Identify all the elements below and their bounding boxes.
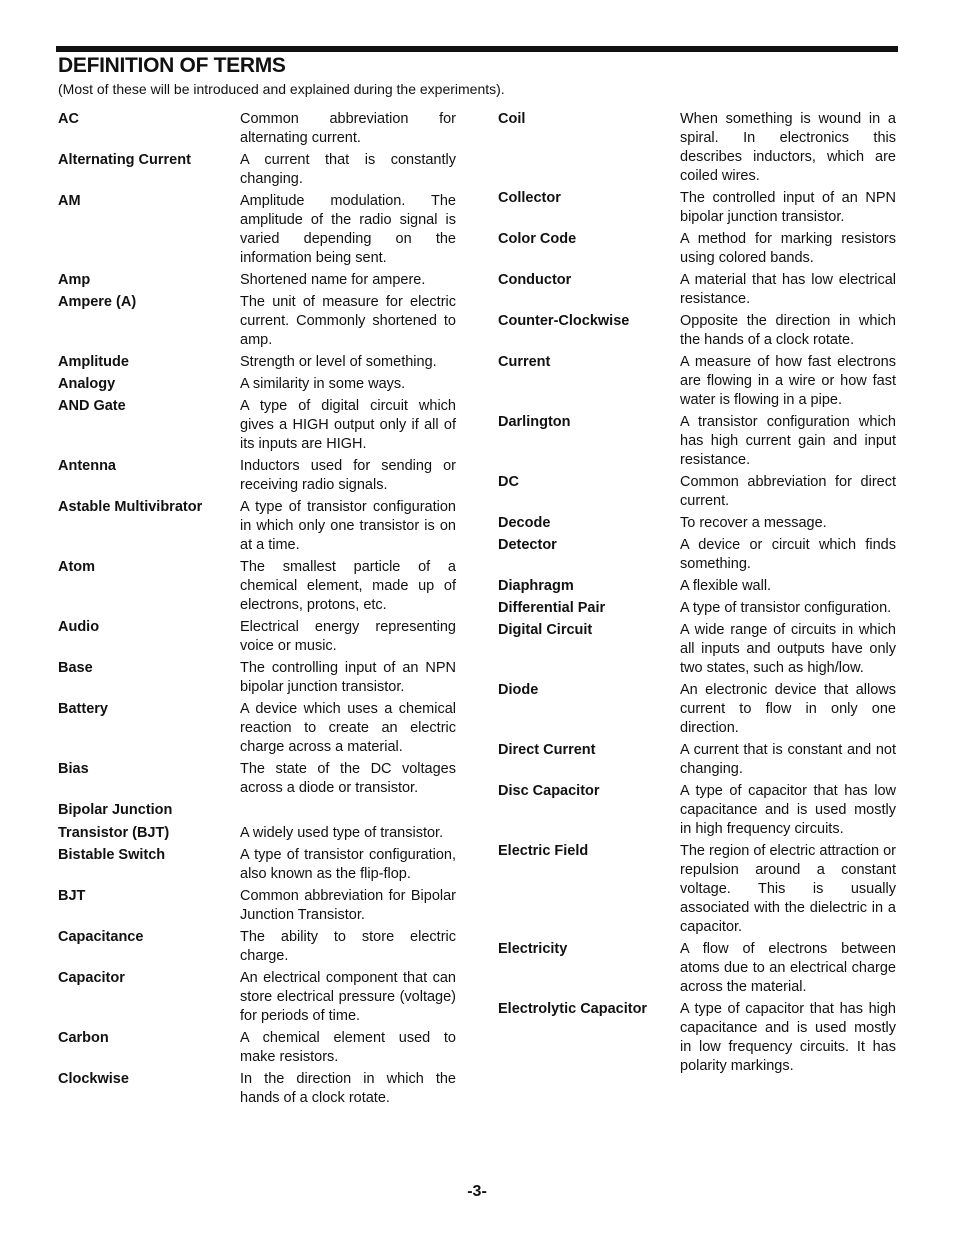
glossary-definition: A type of capacitor that has high capacitance and is used mostly in low frequency circuits. It has polarity markings.	[680, 1001, 896, 1074]
glossary-term: Electrolytic Capacitor	[498, 1001, 648, 1017]
glossary-definition: A wide range of circuits in which all inputs and outputs have only two states, such as high/low.	[680, 622, 896, 676]
glossary-term: BJT	[58, 888, 86, 904]
glossary-entry	[498, 599, 898, 618]
glossary-term: Base	[58, 660, 93, 676]
glossary-definition: A chemical element used to make resistors.	[240, 1030, 456, 1065]
glossary-term: Alternating Current	[58, 152, 191, 168]
glossary-definition: Amplitude modulation. The amplitude of the radio signal is varied depending on the information being sent.	[240, 193, 456, 266]
glossary-definition: The controlled input of an NPN bipolar junction transistor.	[680, 190, 896, 225]
glossary-term: Capacitor	[58, 970, 125, 986]
glossary-term: Conductor	[498, 272, 572, 288]
glossary-entry	[58, 887, 458, 925]
glossary-term: Current	[498, 354, 551, 370]
glossary-entry	[498, 741, 898, 779]
glossary-entry	[498, 271, 898, 309]
glossary-entry	[58, 498, 458, 555]
glossary-term: Battery	[58, 701, 108, 717]
glossary-entry	[58, 293, 458, 350]
glossary-definition: A similarity in some ways.	[240, 376, 406, 392]
glossary-entry	[498, 1000, 898, 1076]
glossary-entry	[498, 842, 898, 937]
glossary-term: Antenna	[58, 458, 116, 474]
glossary-definition: A type of transistor configuration in which only one transistor is on at a time.	[240, 499, 456, 553]
glossary-definition: Shortened name for ampere.	[240, 272, 426, 288]
glossary-term: Electric Field	[498, 843, 589, 859]
glossary-term: AC	[58, 111, 79, 127]
glossary-term: Analogy	[58, 376, 116, 392]
glossary-entry	[58, 760, 458, 798]
glossary-definition: The unit of measure for electric current. Commonly shortened to amp.	[240, 294, 456, 348]
glossary-definition: A current that is constant and not changing.	[680, 742, 896, 777]
glossary-entry	[58, 1070, 458, 1108]
glossary-term: Audio	[58, 619, 100, 635]
glossary-definition: A material that has low electrical resistance.	[680, 272, 896, 307]
glossary-definition: An electrical component that can store electrical pressure (voltage) for periods of time.	[240, 970, 456, 1024]
glossary-entry	[58, 928, 458, 966]
glossary-term: Direct Current	[498, 742, 596, 758]
glossary-term: Ampere (A)	[58, 294, 137, 310]
glossary-entry	[58, 192, 458, 268]
glossary-term: Decode	[498, 515, 551, 531]
glossary-definition: A transistor configuration which has high current gain and input resistance.	[680, 414, 896, 468]
glossary-definition: The controlling input of an NPN bipolar junction transistor.	[240, 660, 456, 695]
glossary-definition: An electronic device that allows current to flow in only one direction.	[680, 682, 896, 736]
glossary-entry	[498, 681, 898, 738]
glossary-definition: The ability to store electric charge.	[240, 929, 456, 964]
glossary-term: Diaphragm	[498, 578, 574, 594]
glossary-definition: Common abbreviation for alternating current.	[240, 111, 456, 146]
glossary-entry	[498, 413, 898, 470]
glossary-entry	[498, 312, 898, 350]
glossary-definition: In the direction in which the hands of a clock rotate.	[240, 1071, 456, 1106]
glossary-definition: Common abbreviation for Bipolar Junction Transistor.	[240, 888, 456, 923]
glossary-definition: The region of electric attraction or repulsion around a constant voltage. This is usually associated with the dielectric in a capacitor.	[680, 843, 896, 935]
glossary-entry	[498, 473, 898, 511]
glossary-definition: When something is wound in a spiral. In electronics this describes inductors, which are coiled wires.	[680, 111, 896, 184]
glossary-entry	[58, 397, 458, 454]
glossary-definition: The state of the DC voltages across a diode or transistor.	[240, 761, 456, 796]
glossary-definition: A flow of electrons between atoms due to an electrical charge across the material.	[680, 941, 896, 995]
glossary-entry	[498, 230, 898, 268]
glossary-entry	[58, 846, 458, 884]
glossary-term: Bistable Switch	[58, 847, 166, 863]
glossary-term: Clockwise	[58, 1071, 129, 1087]
glossary-right-column	[498, 110, 898, 1079]
glossary-term: Color Code	[498, 231, 577, 247]
glossary-definition: A current that is constantly changing.	[240, 152, 456, 187]
glossary-definition: Inductors used for sending or receiving radio signals.	[240, 458, 456, 493]
glossary-term: Digital Circuit	[498, 622, 593, 638]
glossary-definition: A flexible wall.	[680, 578, 772, 594]
glossary-definition: A type of transistor configuration.	[680, 600, 892, 616]
glossary-entry	[498, 110, 898, 186]
glossary-entry	[58, 969, 458, 1026]
glossary-entry	[58, 353, 458, 372]
glossary-definition: A type of transistor configuration, also known as the flip-flop.	[240, 847, 456, 882]
glossary-term: Coil	[498, 111, 526, 127]
glossary-term: AND Gate	[58, 398, 126, 414]
glossary-term: Bias	[58, 761, 89, 777]
glossary-entry	[58, 1029, 458, 1067]
glossary-entry	[58, 618, 458, 656]
glossary-term: AM	[58, 193, 81, 209]
glossary-term: Diode	[498, 682, 539, 698]
page-subtitle: (Most of these will be introduced and explained during the experiments).	[58, 81, 505, 97]
glossary-entry	[58, 558, 458, 615]
glossary-definition: To recover a message.	[680, 515, 827, 531]
glossary-left-column	[58, 110, 458, 1111]
glossary-entry	[498, 621, 898, 678]
glossary-entry	[498, 782, 898, 839]
glossary-definition: A type of digital circuit which gives a HIGH output only if all of its inputs are HIGH.	[240, 398, 456, 452]
glossary-entry	[498, 940, 898, 997]
glossary-term: Transistor (BJT)	[58, 825, 170, 841]
glossary-term: Atom	[58, 559, 96, 575]
glossary-entry	[58, 824, 458, 843]
glossary-entry	[58, 700, 458, 757]
glossary-definition: A measure of how fast electrons are flowing in a wire or how fast water is flowing in a pipe.	[680, 354, 896, 408]
glossary-entry	[498, 514, 898, 533]
glossary-entry	[58, 151, 458, 189]
glossary-term: Counter-Clockwise	[498, 313, 630, 329]
glossary-term: Carbon	[58, 1030, 109, 1046]
glossary-entry	[58, 659, 458, 697]
glossary-definition: A widely used type of transistor.	[240, 825, 444, 841]
header-rule	[56, 46, 898, 52]
glossary-term: Collector	[498, 190, 561, 206]
glossary-entry	[498, 577, 898, 596]
glossary-entry	[58, 457, 458, 495]
glossary-definition: Strength or level of something.	[240, 354, 437, 370]
page-title: DEFINITION OF TERMS	[58, 54, 286, 77]
glossary-term: Amplitude	[58, 354, 129, 370]
glossary-definition: A device or circuit which finds something.	[680, 537, 896, 572]
glossary-entry	[498, 536, 898, 574]
glossary-term: Darlington	[498, 414, 571, 430]
glossary-term: Disc Capacitor	[498, 783, 600, 799]
glossary-entry	[58, 801, 458, 820]
glossary-definition: Common abbreviation for direct current.	[680, 474, 896, 509]
glossary-term: Electricity	[498, 941, 568, 957]
glossary-entry	[58, 110, 458, 148]
glossary-definition: A method for marking resistors using colored bands.	[680, 231, 896, 266]
glossary-definition: A device which uses a chemical reaction to create an electric charge across a material.	[240, 701, 456, 755]
glossary-term: Bipolar Junction	[58, 802, 173, 818]
glossary-entry	[58, 271, 458, 290]
glossary-term: DC	[498, 474, 519, 490]
glossary-entry	[58, 375, 458, 394]
page-number: -3-	[467, 1183, 487, 1200]
glossary-definition: A type of capacitor that has low capacitance and is used mostly in high frequency circuits.	[680, 783, 896, 837]
glossary-definition: Opposite the direction in which the hands of a clock rotate.	[680, 313, 896, 348]
glossary-definition	[240, 801, 456, 820]
glossary-term: Detector	[498, 537, 557, 553]
glossary-term: Capacitance	[58, 929, 144, 945]
glossary-definition: The smallest particle of a chemical element, made up of electrons, protons, etc.	[240, 559, 456, 613]
glossary-entry	[498, 353, 898, 410]
glossary-term: Differential Pair	[498, 600, 606, 616]
glossary-entry	[498, 189, 898, 227]
glossary-term: Astable Multivibrator	[58, 499, 203, 515]
glossary-term: Amp	[58, 272, 91, 288]
glossary-definition: Electrical energy representing voice or music.	[240, 619, 456, 654]
